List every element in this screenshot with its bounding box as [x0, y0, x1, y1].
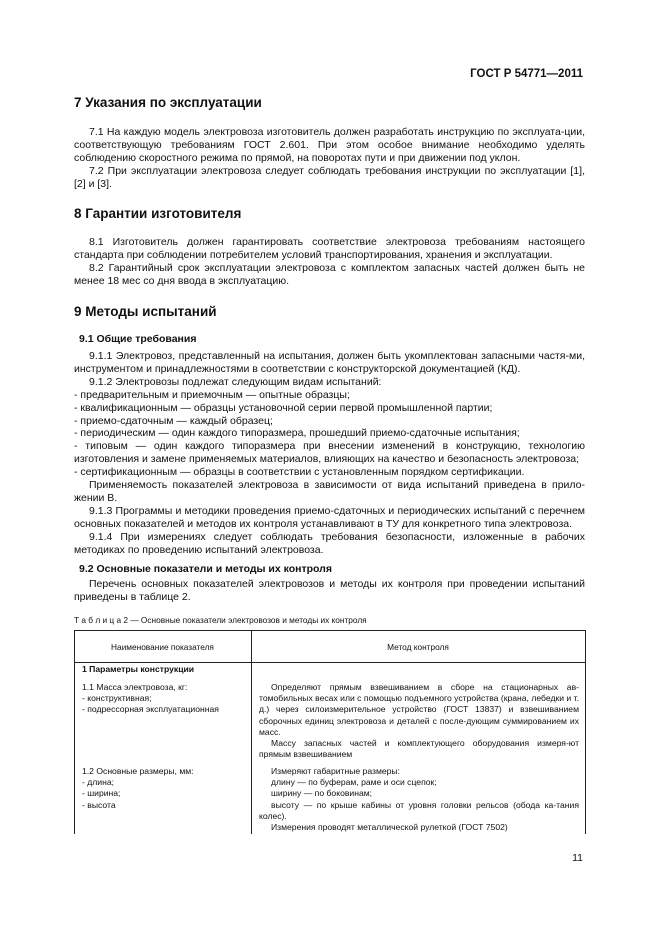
paragraph-7-2: 7.2 При эксплуатации электровоза следует соблюдать требования инструкции по эксплуатации [1], [2] и [3]. — [74, 164, 585, 190]
standard-header: ГОСТ Р 54771—2011 — [470, 68, 583, 80]
table-header-divider — [74, 662, 585, 663]
paragraph-7-1: 7.1 На каждую модель электровоза изготовитель должен разработать инструкцию по эксплуата-ции, соответствующую требованиям ГОСТ 2.601. При этом особое внимание необходимо уделять соблюдению скоростного режима по прямой, на поворотах пути и при движении под уклон. — [74, 126, 585, 164]
subsection-9-2-heading: 9.2 Основные показатели и методы их контроля — [79, 563, 332, 575]
section-8-heading: 8 Гарантии изготовителя — [74, 206, 242, 221]
row-2-title: 1.2 Основные размеры, мм: — [82, 766, 194, 776]
row-1-item: - конструктивная; — [82, 693, 152, 704]
table-row-2-indicator — [82, 766, 248, 811]
row-2-method-text: длину — по буферам, раме и оси сцепок; — [271, 777, 437, 788]
row-2-item: - ширина; — [82, 788, 121, 799]
section-8-body — [74, 236, 585, 288]
table-group-heading: 1 Параметры конструкции — [82, 664, 195, 674]
row-2-method-text: Измеряют габаритные размеры: — [271, 766, 400, 776]
paragraph-9-1-3: 9.1.3 Программы и методики проведения приемо-сдаточных и периодических испытаний с перечнем основных показателей и методов их контроля устанавливают в ТУ для конкретного типа электровоза. — [74, 504, 585, 530]
row-2-item: - высота — [82, 799, 116, 810]
list-item: - сертификационным — образцы в соответствии с установленным порядком сертификации. — [74, 466, 525, 479]
subsection-9-2-body — [74, 578, 585, 604]
paragraph-9-1-1: 9.1.1 Электровоз, представленный на испытания, должен быть укомплектован запасными частя-ми, инструментом и принадлежностями в соответствии с конструкторской документацией (КД). — [74, 350, 585, 375]
row-1-method-text: Определяют прямым взвешиванием в сборе на стационарных ав-томобильных весах или с помощью подъемного устройства (крана, лебедки и т. д.) через силоизмерительное устройство (ГОСТ 13837) и взвешиванием сборочных единиц электровоза и деталей с после-дующим суммированием их масс. — [259, 682, 579, 737]
list-item: - периодическим — один каждого типоразмера, прошедший приемо-сдаточные испытания; — [74, 427, 520, 440]
row-1-item: - подрессорная эксплуатационная — [82, 704, 219, 715]
list-item: - квалификационным — образцы установочной серии первой промышленной партии; — [74, 401, 493, 414]
list-item: - приемо-сдаточным — каждый образец; — [74, 414, 273, 427]
section-7-heading: 7 Указания по эксплуатации — [74, 95, 262, 110]
table-row-2-method — [259, 766, 579, 833]
page-number: 11 — [572, 852, 583, 864]
section-7-body — [74, 126, 585, 191]
table-border-top — [74, 630, 585, 631]
paragraph-applicability: Применяемость показателей электровоза в зависимости от вида испытаний приведена в прило-жении В. — [74, 479, 585, 504]
table-row-1-indicator — [82, 682, 248, 716]
row-2-item: - длина; — [82, 777, 114, 788]
table-caption: Т а б л и ц а 2 — Основные показатели электровозов и методы их контроля — [74, 615, 367, 625]
section-9-heading: 9 Методы испытаний — [74, 304, 217, 319]
paragraph-9-1-4: 9.1.4 При измерениях следует соблюдать требования безопасности, изложенные в рабочих методиках по проведению испытаний электровоза. — [74, 530, 585, 556]
table-row-1-method — [259, 682, 579, 760]
column-header-indicator: Наименование показателя — [111, 642, 214, 652]
list-item: - типовым — один каждого типоразмера при внесении изменений в конструкцию, технологию изготовления и замене применяемых материалов, влияющих на качество и безопасность электровоза; — [74, 440, 585, 466]
paragraph-9-2: Перечень основных показателей электровозов и методы их контроля при проведении испытаний приведены в таблице 2. — [74, 578, 585, 603]
column-header-method: Метод контроля — [387, 642, 449, 652]
paragraph-9-1-2: 9.1.2 Электровозы подлежат следующим видам испытаний: — [89, 375, 382, 388]
row-1-title: 1.1 Масса электровоза, кг: — [82, 682, 188, 692]
row-2-method-text: Измерения проводят металлической рулеткой (ГОСТ 7502) — [271, 822, 508, 833]
table-border-right — [585, 630, 586, 834]
list-item: - предварительным и приемочным — опытные образцы; — [74, 388, 350, 401]
table-border-left — [74, 630, 75, 834]
paragraph-8-1: 8.1 Изготовитель должен гарантировать соответствие электровоза требованиям настоящего стандарта при соблюдении потребителем условий транспортирования, хранения и эксплуатации. — [74, 236, 585, 261]
subsection-9-1-body — [74, 350, 585, 557]
table-2 — [74, 630, 585, 834]
row-1-method-text: Массу запасных частей и комплектующего оборудования измеря-ют прямым взвешиванием — [259, 738, 579, 760]
paragraph-8-2: 8.2 Гарантийный срок эксплуатации электровоза с комплектом запасных частей должен быть не менее 18 мес со дня ввода в эксплуатацию. — [74, 261, 585, 287]
subsection-9-1-heading: 9.1 Общие требования — [79, 333, 197, 345]
row-2-method-text: высоту — по крыше кабины от уровня головки рельсов (обода ка-тания колес). — [259, 799, 579, 821]
table-column-divider — [251, 630, 252, 834]
row-2-method-text: ширину — по боковинам; — [271, 788, 373, 799]
